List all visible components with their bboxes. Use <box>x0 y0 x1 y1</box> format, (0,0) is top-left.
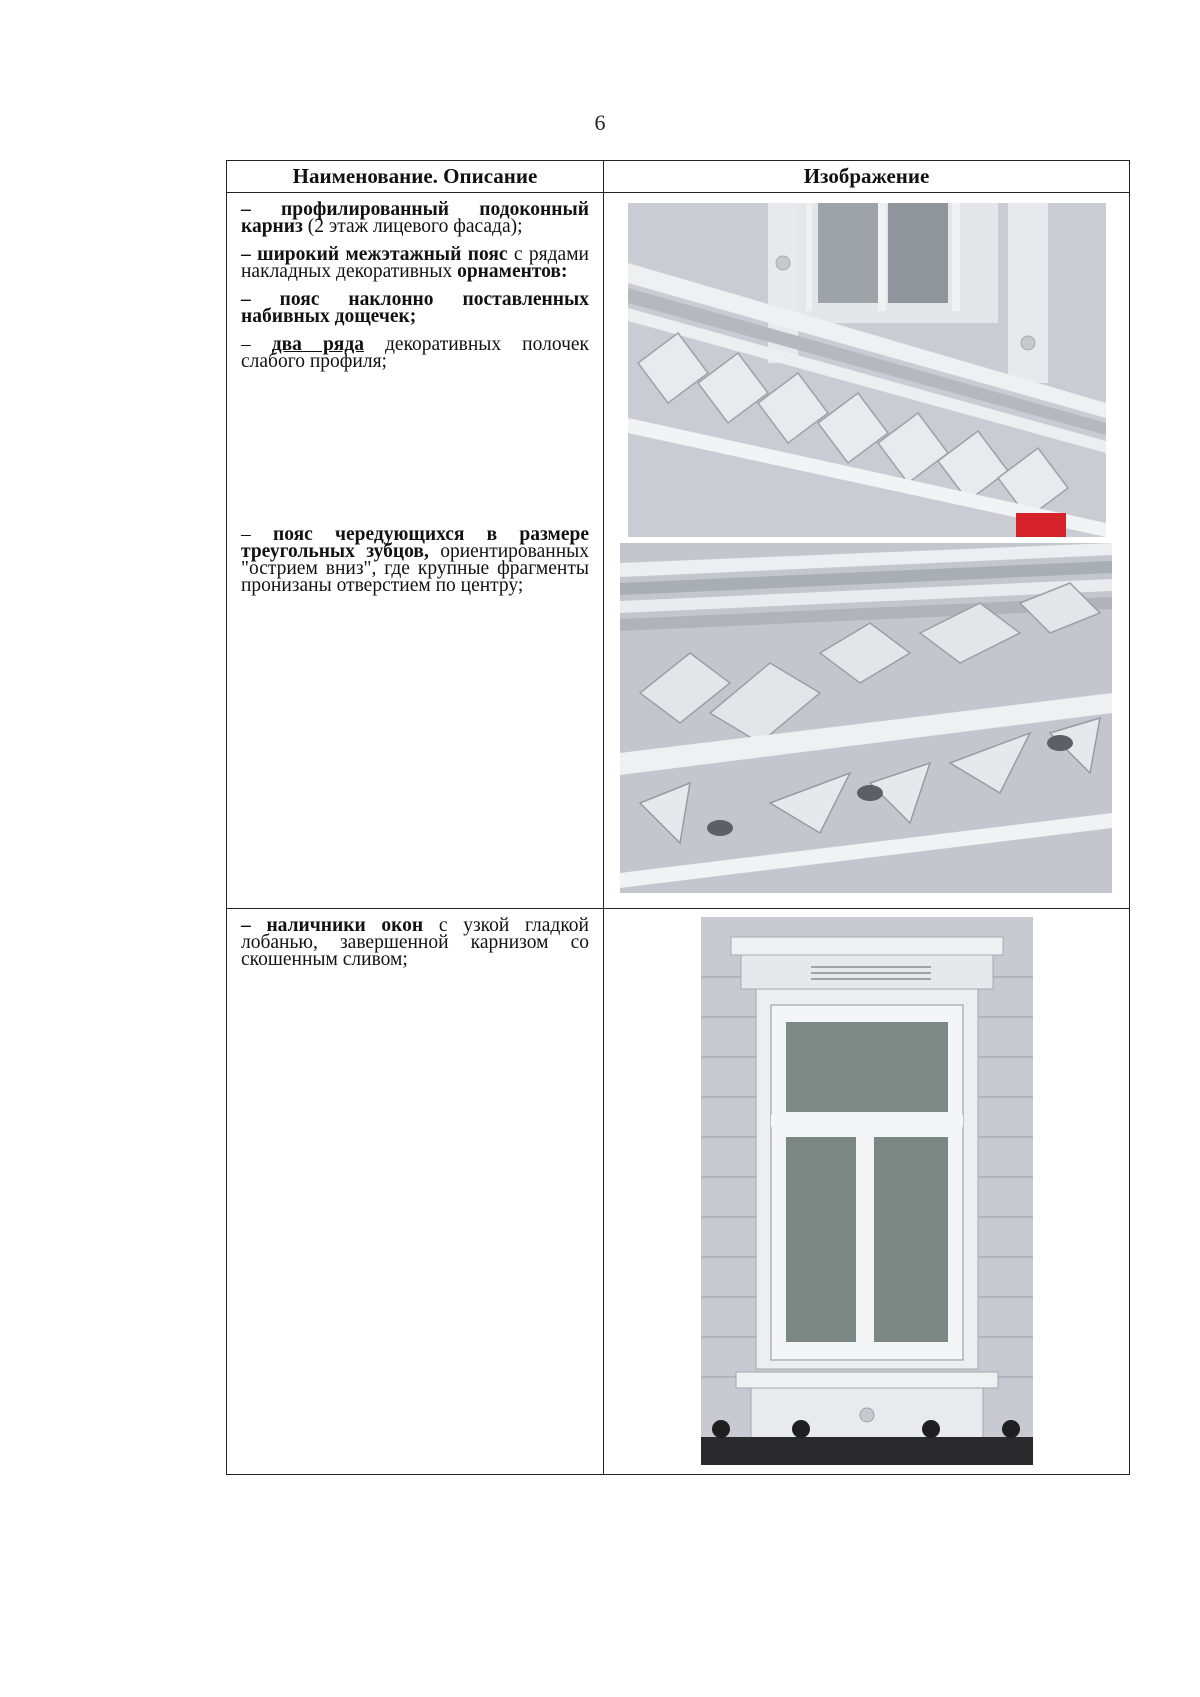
image-cell <box>604 909 1130 1475</box>
page-number: 6 <box>594 110 606 135</box>
frieze-photo <box>620 543 1112 893</box>
elements-table <box>226 160 1130 1475</box>
list-item: – два ряда декоративных полочек слабого профиля; <box>241 334 590 372</box>
cornice-photo <box>628 203 1106 537</box>
description-text <box>227 909 603 968</box>
list-item: – профилированный подоконный карниз (2 этаж лицевого фасада); <box>241 199 589 237</box>
list-item: – пояс наклонно поставленных набивных дощечек; <box>241 289 589 327</box>
header-image: Изображение <box>604 161 1130 193</box>
description-text <box>227 193 603 594</box>
description-cell <box>227 193 604 909</box>
table-row <box>227 909 1130 1475</box>
header-name-description: Наименование. Описание <box>227 161 604 193</box>
list-item: – широкий межэтажный пояс с рядами накладных декоративных орнаментов: <box>241 244 589 282</box>
list-item: – пояс чередующихся в размере треугольных зубцов, ориентированных "острием вниз", где крупные фрагменты пронизаны отверстием по центру; <box>241 524 590 596</box>
table-row <box>227 193 1130 909</box>
table-header-row <box>227 161 1130 193</box>
description-cell <box>227 909 604 1475</box>
window-photo <box>701 917 1033 1465</box>
image-cell <box>604 193 1130 909</box>
list-item: – наличники окон с узкой гладкой лобанью, завершенной карнизом со скошенным сливом; <box>241 915 589 970</box>
